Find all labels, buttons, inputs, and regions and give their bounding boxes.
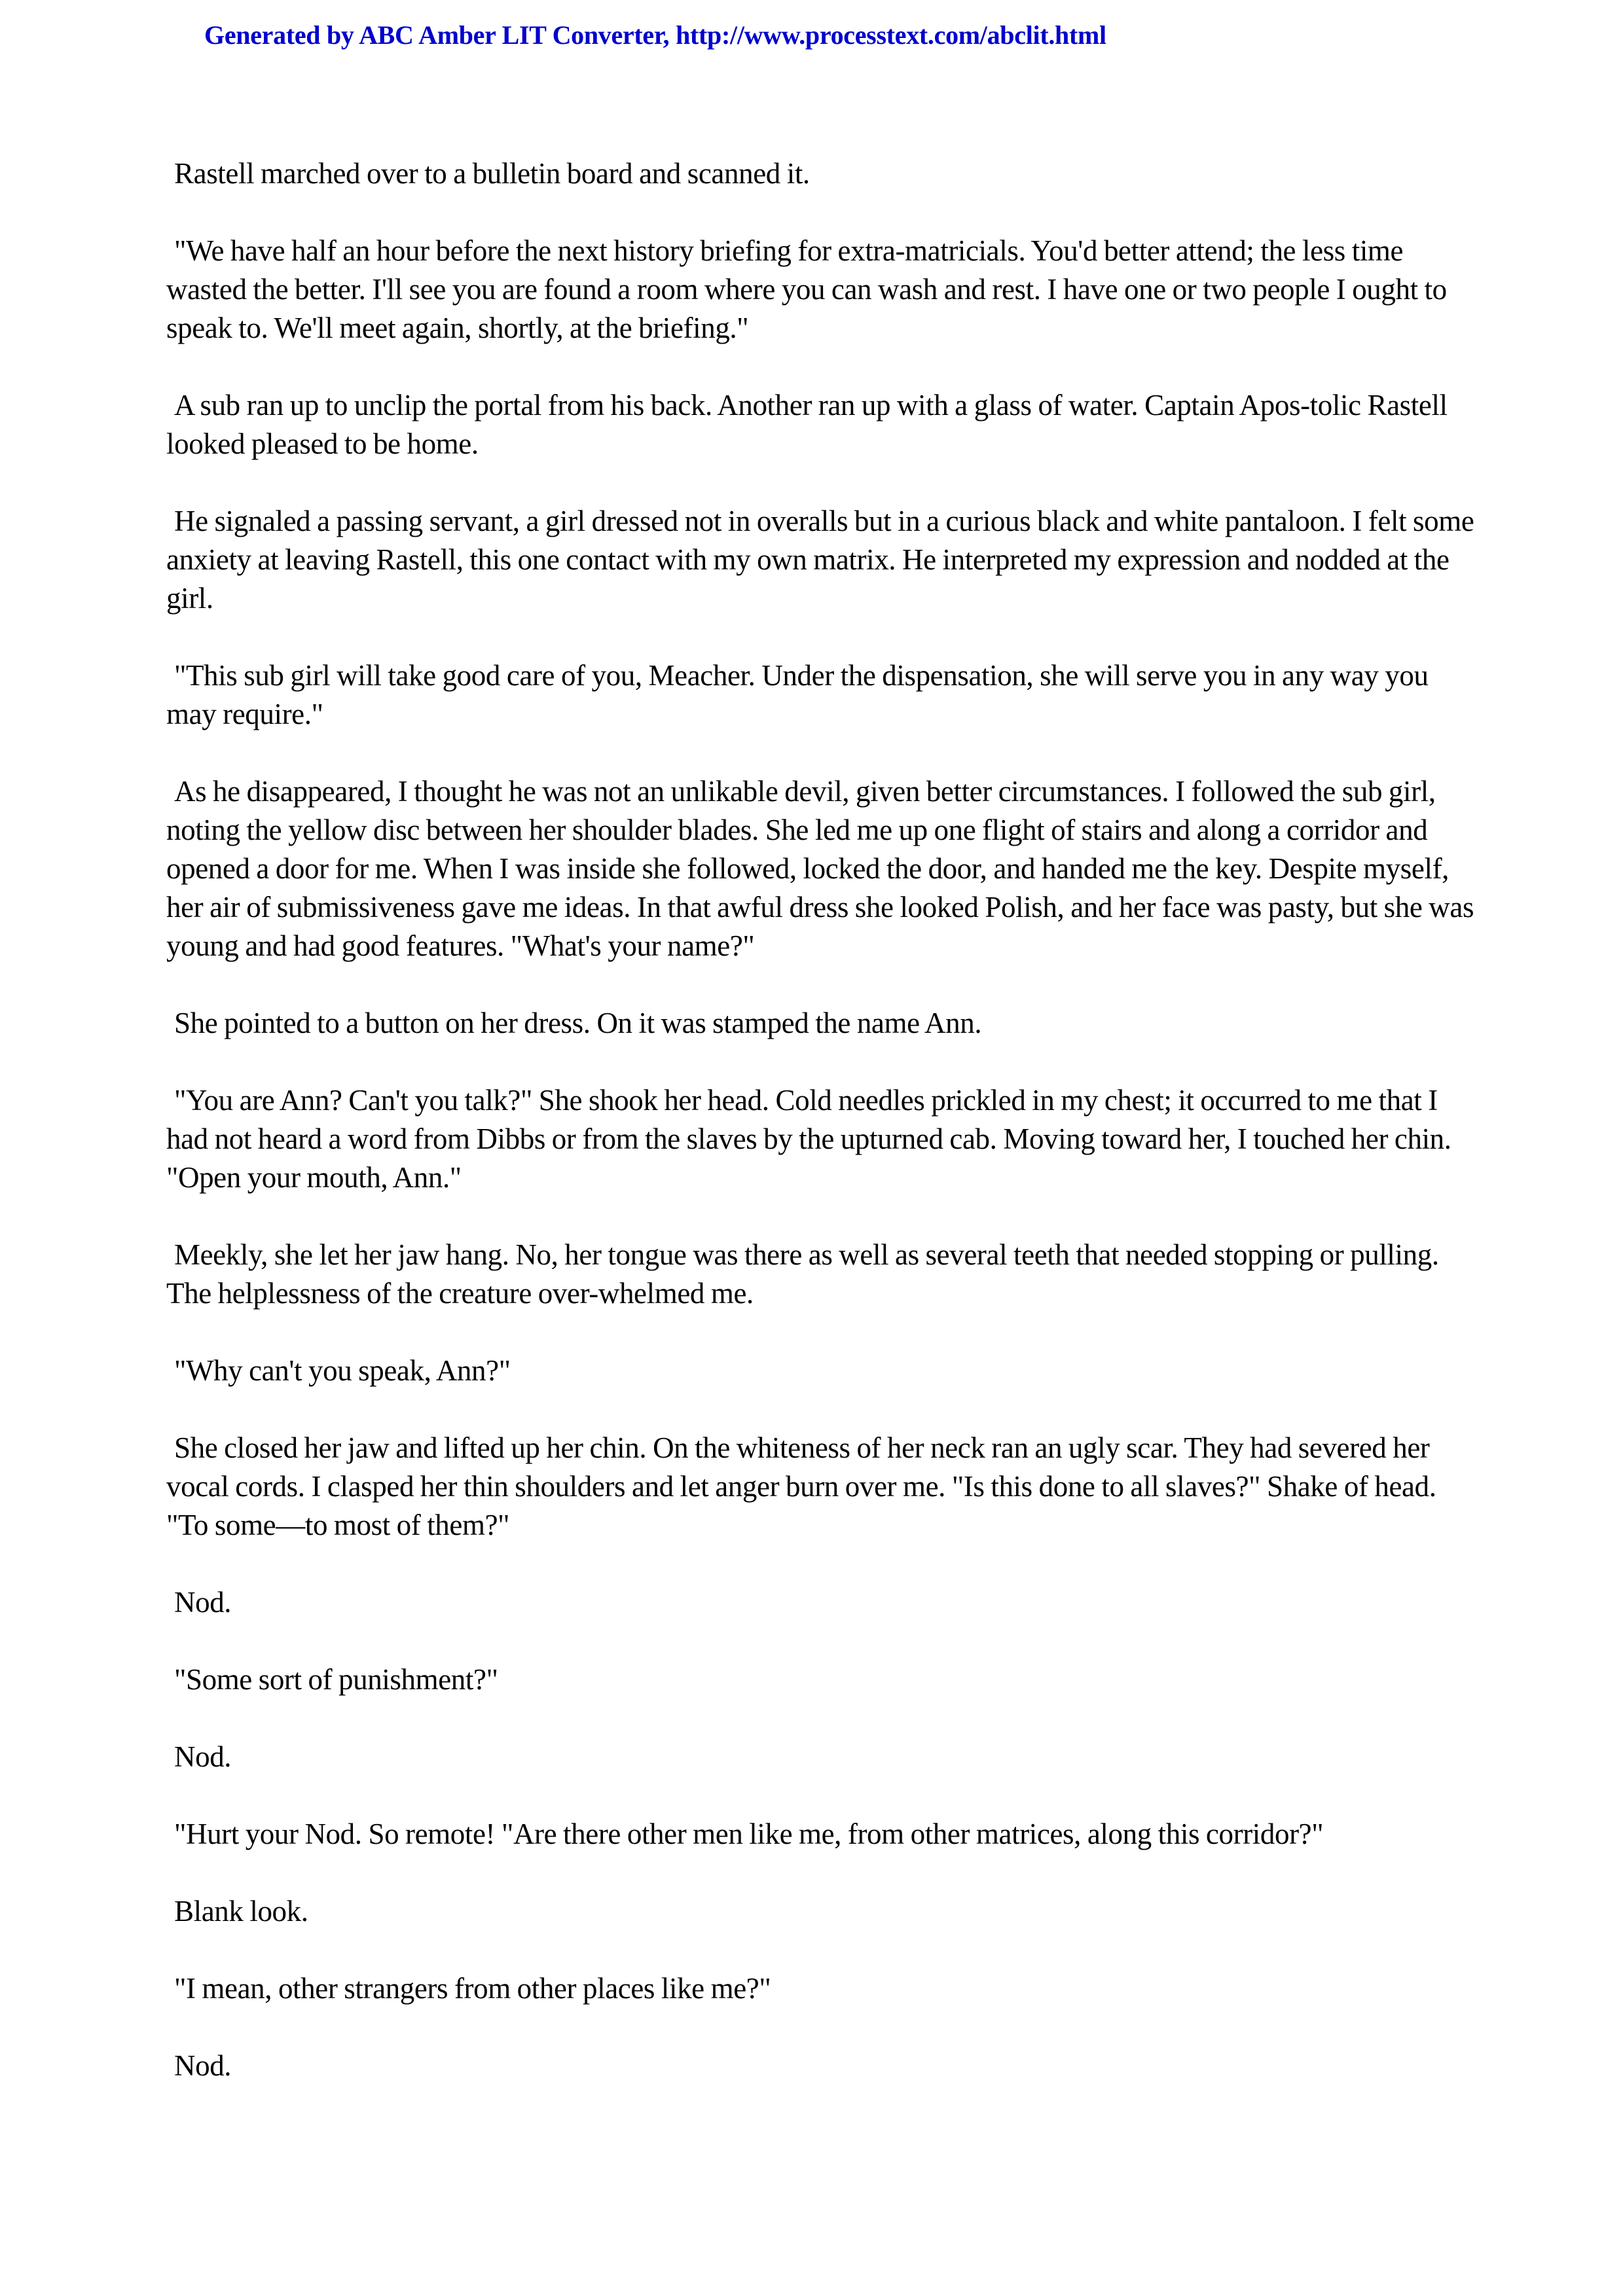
- paragraph: Meekly, she let her jaw hang. No, her tongue was there as well as several teeth that needed stopping or pulling. The helplessness of the creature over-whelmed me.: [166, 1238, 1439, 1310]
- paragraph: "I mean, other strangers from other places like me?": [174, 1972, 771, 2005]
- document-body: [166, 154, 1476, 2124]
- paragraph: Nod.: [174, 2049, 232, 2082]
- paragraph: "Some sort of punishment?": [174, 1663, 498, 1696]
- paragraph: Nod.: [174, 1586, 232, 1619]
- converter-header: Generated by ABC Amber LIT Converter, http://www.processtext.com/abclit.html: [204, 20, 1106, 50]
- paragraph: "Hurt your Nod. So remote! "Are there other men like me, from other matrices, along this corridor?": [174, 1818, 1324, 1850]
- paragraph: Blank look.: [174, 1895, 308, 1928]
- paragraph: A sub ran up to unclip the portal from his back. Another ran up with a glass of water. Captain Apos-tolic Rastell looked pleased to be home.: [166, 389, 1448, 460]
- paragraph: "You are Ann? Can't you talk?" She shook her head. Cold needles prickled in my chest; it occurred to me that I had not heard a word from Dibbs or from the slaves by the upturned cab. Moving toward her, I touched her chin. "Open your mouth, Ann.": [166, 1084, 1451, 1194]
- paragraph: "This sub girl will take good care of you, Meacher. Under the dispensation, she will serve you in any way you may require.": [166, 659, 1429, 730]
- paragraph: She pointed to a button on her dress. On it was stamped the name Ann.: [174, 1007, 982, 1039]
- paragraph: As he disappeared, I thought he was not an unlikable devil, given better circumstances. I followed the sub girl, noting the yellow disc between her shoulder blades. She led me up one flight of stairs and along a corridor and opened a door for me. When I was inside she followed, locked the door, and handed me the key. Despite myself, her air of submissiveness gave me ideas. In that awful dress she looked Polish, and her face was pasty, but she was young and had good features. "What's your name?": [166, 775, 1474, 962]
- paragraph: She closed her jaw and lifted up her chin. On the whiteness of her neck ran an ugly scar. They had severed her vocal cords. I clasped her thin shoulders and let anger burn over me. "Is this done to all slaves?" Shake of head. "To some—to most of them?": [166, 1431, 1436, 1541]
- paragraph: Nod.: [174, 1740, 232, 1773]
- paragraph: "Why can't you speak, Ann?": [174, 1354, 511, 1387]
- paragraph: "We have half an hour before the next history briefing for extra-matricials. You'd better attend; the less time wasted the better. I'll see you are found a room where you can wash and rest. I have one or two people I ought to speak to. We'll meet again, shortly, at the briefing.": [166, 234, 1447, 344]
- paragraph: He signaled a passing servant, a girl dressed not in overalls but in a curious black and white pantaloon. I felt some anxiety at leaving Rastell, this one contact with my own matrix. He interpreted my expression and nodded at the girl.: [166, 505, 1474, 615]
- paragraph: Rastell marched over to a bulletin board and scanned it.: [174, 157, 810, 190]
